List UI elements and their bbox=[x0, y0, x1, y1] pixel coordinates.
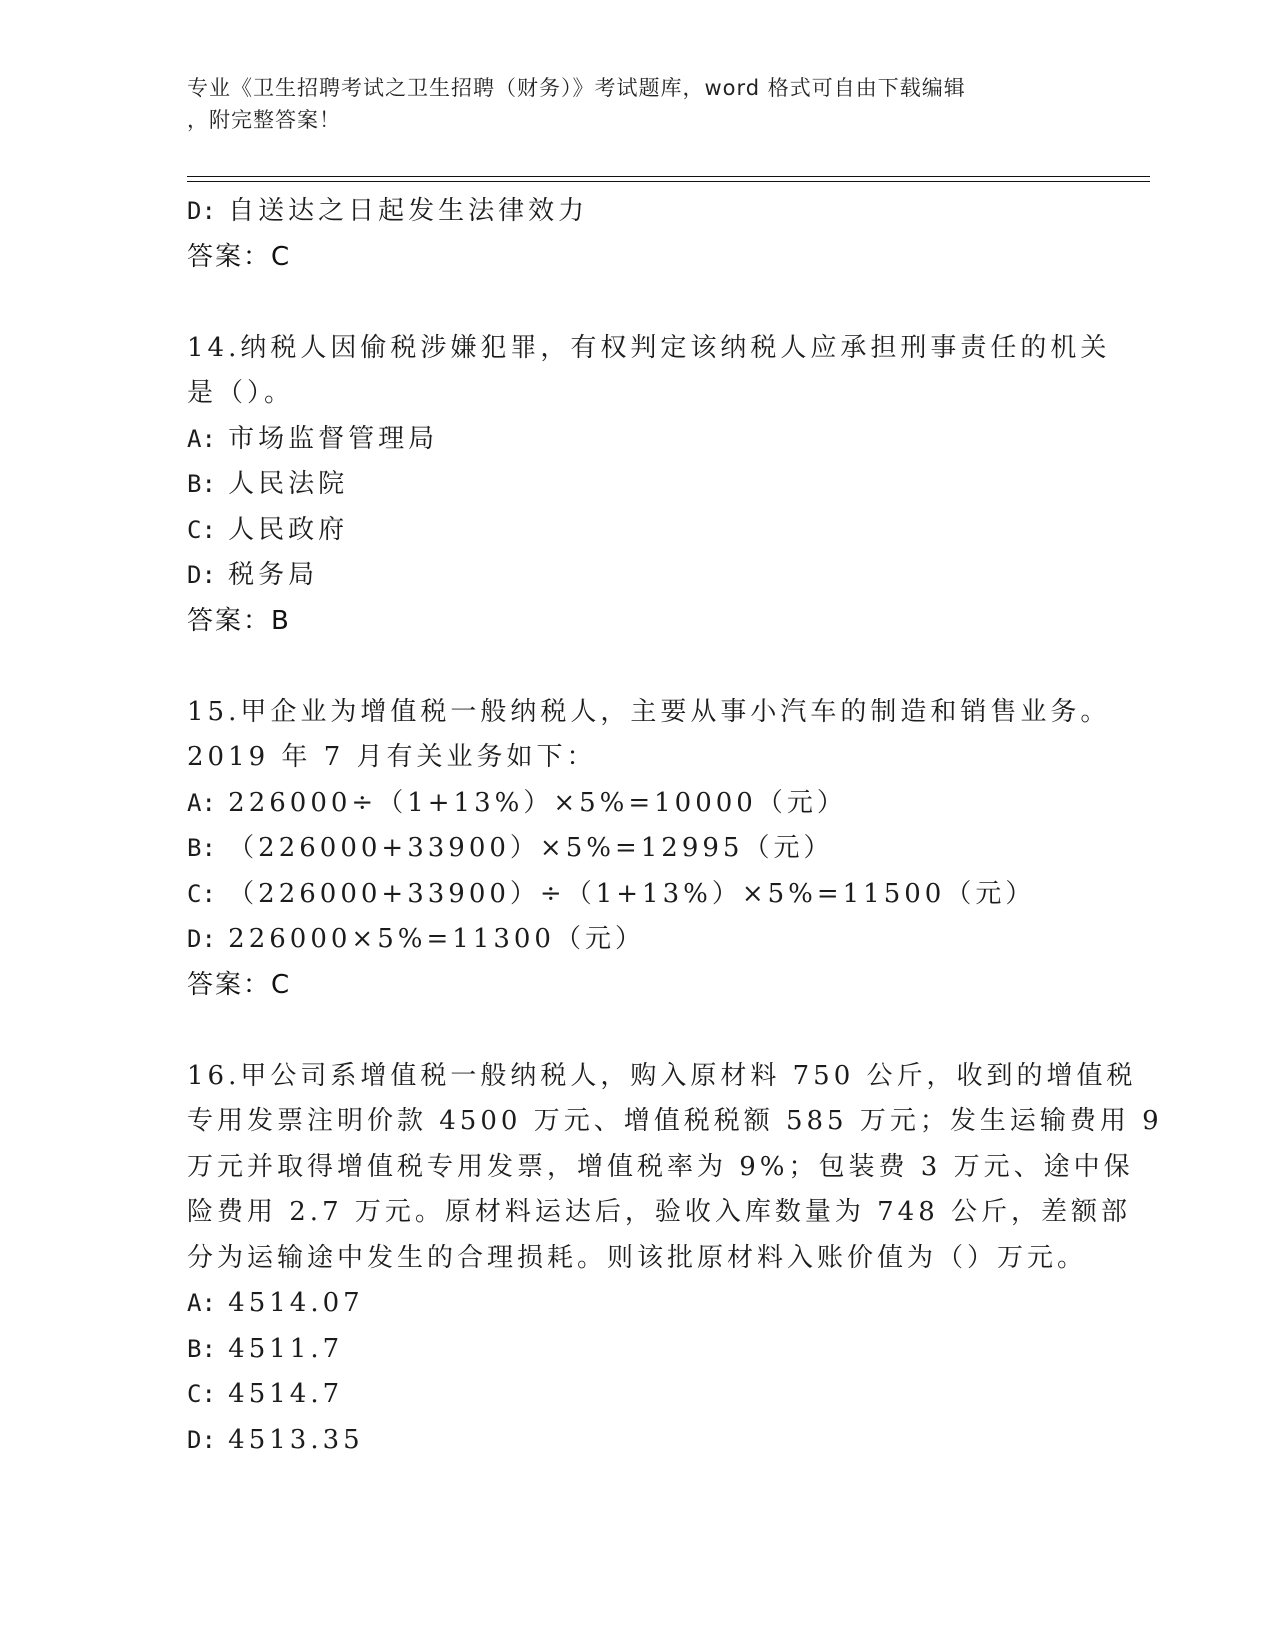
spacer bbox=[187, 1008, 1087, 1054]
q15-option-d bbox=[187, 917, 1087, 963]
q15-option-b bbox=[187, 826, 1087, 872]
option-label: A: bbox=[187, 788, 216, 817]
option-label: C: bbox=[187, 1380, 216, 1408]
q13-answer: 答案：C bbox=[187, 241, 292, 272]
document-header bbox=[187, 72, 1067, 136]
q16-stem-line-4: 险费用 2.7 万元。原材料运达后，验收入库数量为 748 公斤，差额部 bbox=[187, 1197, 1132, 1227]
q14-option-a bbox=[187, 417, 1087, 463]
option-label: B: bbox=[187, 1334, 216, 1363]
q14-stem-line-2: 是（）。 bbox=[187, 378, 295, 408]
option-text: 人民政府 bbox=[228, 514, 349, 545]
option-label: D: bbox=[187, 1425, 216, 1454]
header-divider-top bbox=[187, 176, 1150, 177]
option-label: A: bbox=[187, 1289, 216, 1317]
header-divider-bottom bbox=[187, 181, 1150, 182]
spacer bbox=[187, 644, 1087, 690]
q15-answer: 答案：C bbox=[187, 969, 292, 1000]
q16-option-a bbox=[187, 1281, 1087, 1327]
q14-answer: 答案：B bbox=[187, 605, 291, 636]
q16-stem-line-3: 万元并取得增值税专用发票，增值税率为 9%；包装费 3 万元、途中保 bbox=[187, 1151, 1134, 1182]
q16-option-d bbox=[187, 1418, 1087, 1464]
q15-stem-line-1: 15.甲企业为增值税一般纳税人，主要从事小汽车的制造和销售业务。 bbox=[187, 696, 1111, 727]
option-text: 人民法院 bbox=[228, 469, 349, 499]
q16-stem-line-5: 分为运输途中发生的合理损耗。则该批原材料入账价值为（）万元。 bbox=[187, 1242, 1088, 1273]
q16-stem-line-2: 专用发票注明价款 4500 万元、增值税税额 585 万元；发生运输费用 9 bbox=[187, 1106, 1163, 1136]
option-text: 226000÷（1+13%）×5%=10000（元） bbox=[228, 787, 847, 818]
q16-option-c bbox=[187, 1372, 1087, 1418]
option-text: 4514.07 bbox=[228, 1288, 364, 1318]
q16-stem-line-1: 16.甲公司系增值税一般纳税人，购入原材料 750 公斤，收到的增值税 bbox=[187, 1060, 1137, 1091]
q14-option-c bbox=[187, 508, 1087, 554]
option-text: （226000+33900）×5%=12995（元） bbox=[228, 833, 834, 863]
option-label: B: bbox=[187, 834, 216, 862]
option-text: 4513.35 bbox=[228, 1424, 364, 1455]
q14-option-d bbox=[187, 553, 1087, 599]
header-line-1: 专业《卫生招聘考试之卫生招聘（财务）》考试题库，word 格式可自由下载编辑 bbox=[187, 76, 966, 100]
option-text: 税务局 bbox=[228, 560, 319, 590]
q15-stem-line-2: 2019 年 7 月有关业务如下： bbox=[187, 742, 597, 772]
option-text: 4511.7 bbox=[228, 1333, 344, 1364]
spacer bbox=[187, 280, 1087, 326]
option-text: 4514.7 bbox=[228, 1379, 344, 1409]
option-label: B: bbox=[187, 470, 216, 498]
option-text: 市场监督管理局 bbox=[228, 423, 439, 454]
option-label: C: bbox=[187, 515, 216, 544]
q14-option-b bbox=[187, 462, 1087, 508]
option-text: 226000×5%=11300（元） bbox=[228, 924, 645, 954]
header-line-2: ，附完整答案！ bbox=[187, 108, 341, 132]
option-label: D: bbox=[187, 197, 216, 225]
q13-option-d bbox=[187, 189, 1087, 235]
question-content bbox=[187, 189, 1163, 1463]
option-label: C: bbox=[187, 879, 216, 908]
q15-option-a bbox=[187, 781, 1087, 827]
q16-option-b bbox=[187, 1327, 1087, 1373]
q15-option-c bbox=[187, 872, 1087, 918]
option-label: D: bbox=[187, 925, 216, 953]
option-label: D: bbox=[187, 561, 216, 589]
q14-stem-line-1: 14.纳税人因偷税涉嫌犯罪，有权判定该纳税人应承担刑事责任的机关 bbox=[187, 332, 1111, 363]
option-label: A: bbox=[187, 424, 216, 453]
option-text: （226000+33900）÷（1+13%）×5%=11500（元） bbox=[228, 878, 1036, 909]
option-text: 自送达之日起发生法律效力 bbox=[228, 196, 589, 226]
